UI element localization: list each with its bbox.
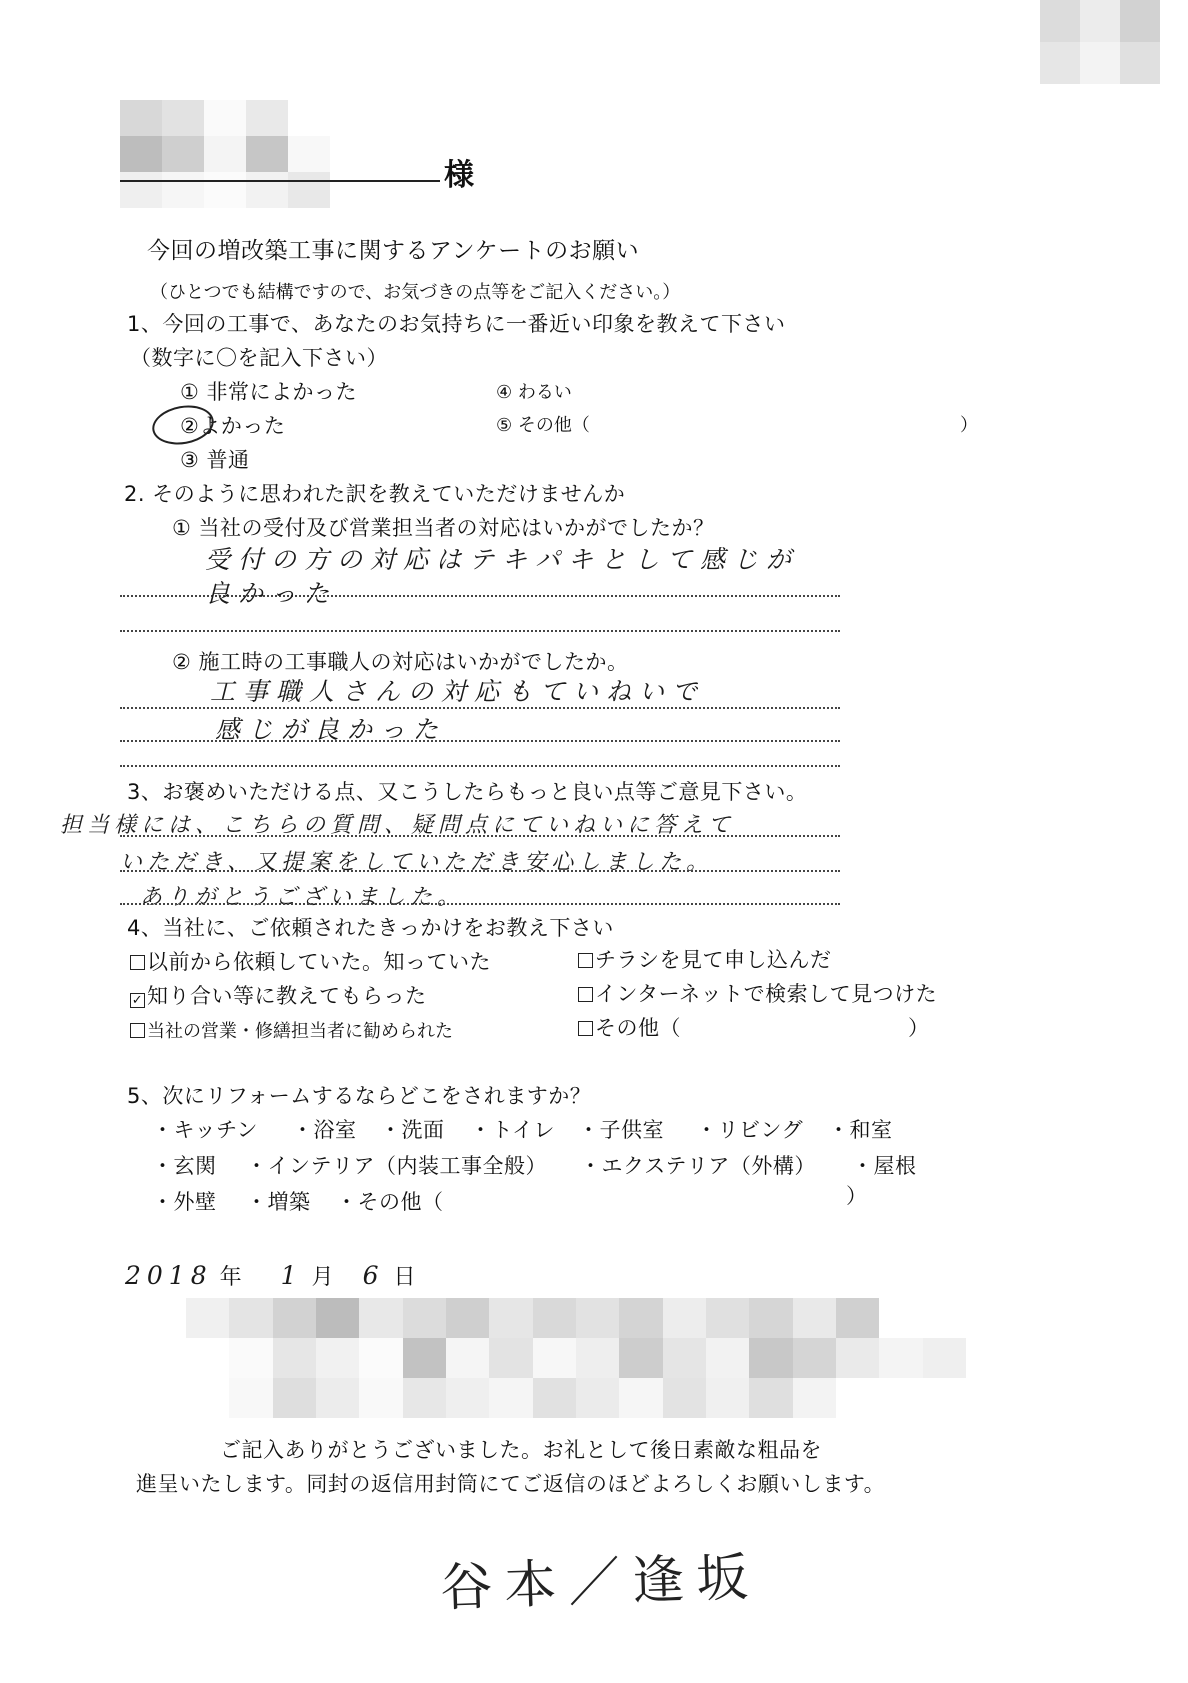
q5-exterior: ・エクステリア（外構） xyxy=(580,1154,816,1178)
answer-line xyxy=(120,903,840,905)
q4-option-sales: 当社の営業・修繕担当者に勧められた xyxy=(130,1017,453,1043)
q2-answer1-line1: 受付の方の対応はテキパキとして感じが xyxy=(205,545,800,574)
date-year: 2018 xyxy=(125,1261,213,1290)
q1-option-5-close: ） xyxy=(960,415,978,436)
q5-washroom: ・洗面 xyxy=(380,1118,445,1142)
q4-option-other: その他（ xyxy=(578,1012,681,1042)
q4-option-other-close: ） xyxy=(908,1016,930,1040)
q1-question: 1、今回の工事で、あなたのお気持ちに一番近い印象を教えて下さい xyxy=(127,312,786,336)
q5-kids-room: ・子供室 xyxy=(578,1118,664,1142)
q5-kitchen: ・キッチン xyxy=(152,1118,259,1142)
q4-option-acquaintance: ✓ 知り合い等に教えてもらった xyxy=(131,984,427,1008)
survey-title: 今回の増改築工事に関するアンケートのお願い xyxy=(147,238,640,264)
date-day-unit: 日 xyxy=(393,1265,416,1290)
q3-question: 3、お褒めいただける点、又こうしたらもっと良い点等ご意見下さい。 xyxy=(127,780,808,804)
q1-option-1: ① 非常によかった xyxy=(180,380,358,404)
q5-japanese-room: ・和室 xyxy=(828,1118,893,1142)
q1-option-3: ③ 普通 xyxy=(180,448,250,472)
name-underline xyxy=(120,180,440,182)
q5-roof: ・屋根 xyxy=(852,1154,917,1178)
q3-answer-line3: ありがとうございました。 xyxy=(140,885,465,910)
staff-signature: 谷本／逢坂 xyxy=(439,1547,762,1619)
q5-toilet: ・トイレ xyxy=(470,1118,555,1142)
answer-line xyxy=(120,707,840,709)
checkbox-icon xyxy=(578,1021,593,1036)
answer-line xyxy=(120,740,840,742)
checkbox-icon xyxy=(578,987,593,1002)
q5-question: 5、次にリフォームするならどこをされますか？ xyxy=(127,1084,592,1108)
date-month-unit: 月 xyxy=(311,1265,334,1290)
date-year-unit: 年 xyxy=(219,1265,242,1290)
redacted-address xyxy=(186,1298,966,1418)
closing-line-2: 進呈いたします。同封の返信用封筒にてご返信のほどよろしくお願いします。 xyxy=(136,1472,886,1496)
checkbox-icon xyxy=(130,955,145,970)
answer-line xyxy=(120,835,840,837)
q3-answer-line2: いただき、又提案をしていただき安心しました。 xyxy=(120,850,714,875)
q1-option-2: ②よかった xyxy=(180,414,286,438)
q5-bathroom: ・浴室 xyxy=(292,1118,357,1142)
q4-option-internet: インターネットで検索して見つけた xyxy=(578,978,937,1008)
checkbox-icon xyxy=(578,953,593,968)
selection-circle xyxy=(149,401,217,449)
q2-sub2: ② 施工時の工事職人の対応はいかがでしたか。 xyxy=(172,650,629,674)
honorific: 様 xyxy=(444,158,474,193)
redacted-corner-block xyxy=(1040,0,1160,84)
closing-line-1: ご記入ありがとうございました。お礼として後日素敵な粗品を xyxy=(220,1438,822,1462)
redacted-customer-name xyxy=(120,100,330,208)
q5-other: ・その他（ xyxy=(336,1190,444,1214)
q5-extension: ・増築 xyxy=(246,1190,311,1214)
q2-question: 2. そのように思われた訳を教えていただけませんか xyxy=(124,482,626,506)
q5-living: ・リビング xyxy=(696,1118,804,1142)
checked-checkbox-icon: ✓ xyxy=(131,993,144,1008)
q3-answer-line1: 担当様には、こちらの質問、疑問点にていねいに答えて xyxy=(60,813,736,838)
q5-interior: ・インテリア（内装工事全般） xyxy=(246,1154,547,1178)
q4-option-previous: 以前から依頼していた。知っていた xyxy=(130,946,491,976)
q2-answer1-line2: 良かった xyxy=(205,579,338,608)
q1-option-4: ④ わるい xyxy=(496,382,572,403)
q4-option-flyer: チラシを見て申し込んだ xyxy=(578,944,832,974)
q5-other-close: ） xyxy=(846,1184,868,1208)
date xyxy=(125,1260,415,1291)
survey-subtitle: （ひとつでも結構ですので、お気づきの点等をご記入ください。） xyxy=(150,282,681,303)
q2-answer2-line2: 感じが良かった xyxy=(215,715,447,744)
q2-answer2-line1: 工事職人さんの対応もていねいで xyxy=(210,677,706,706)
answer-line xyxy=(120,870,840,872)
q5-entrance: ・玄関 xyxy=(152,1154,217,1178)
q2-sub1: ① 当社の受付及び営業担当者の対応はいかがでしたか？ xyxy=(172,516,715,540)
q4-question: 4、当社に、ご依頼されたきっかけをお教え下さい xyxy=(127,916,614,940)
date-month: 1 xyxy=(280,1261,305,1290)
q1-option-5: ⑤ その他（ xyxy=(496,415,590,436)
q5-exterior-wall: ・外壁 xyxy=(152,1190,217,1214)
checkbox-icon xyxy=(130,1023,145,1038)
q1-instruction: （数字に〇を記入下さい） xyxy=(130,346,388,370)
answer-line xyxy=(120,765,840,767)
date-day: 6 xyxy=(362,1261,387,1290)
answer-line xyxy=(120,630,840,632)
